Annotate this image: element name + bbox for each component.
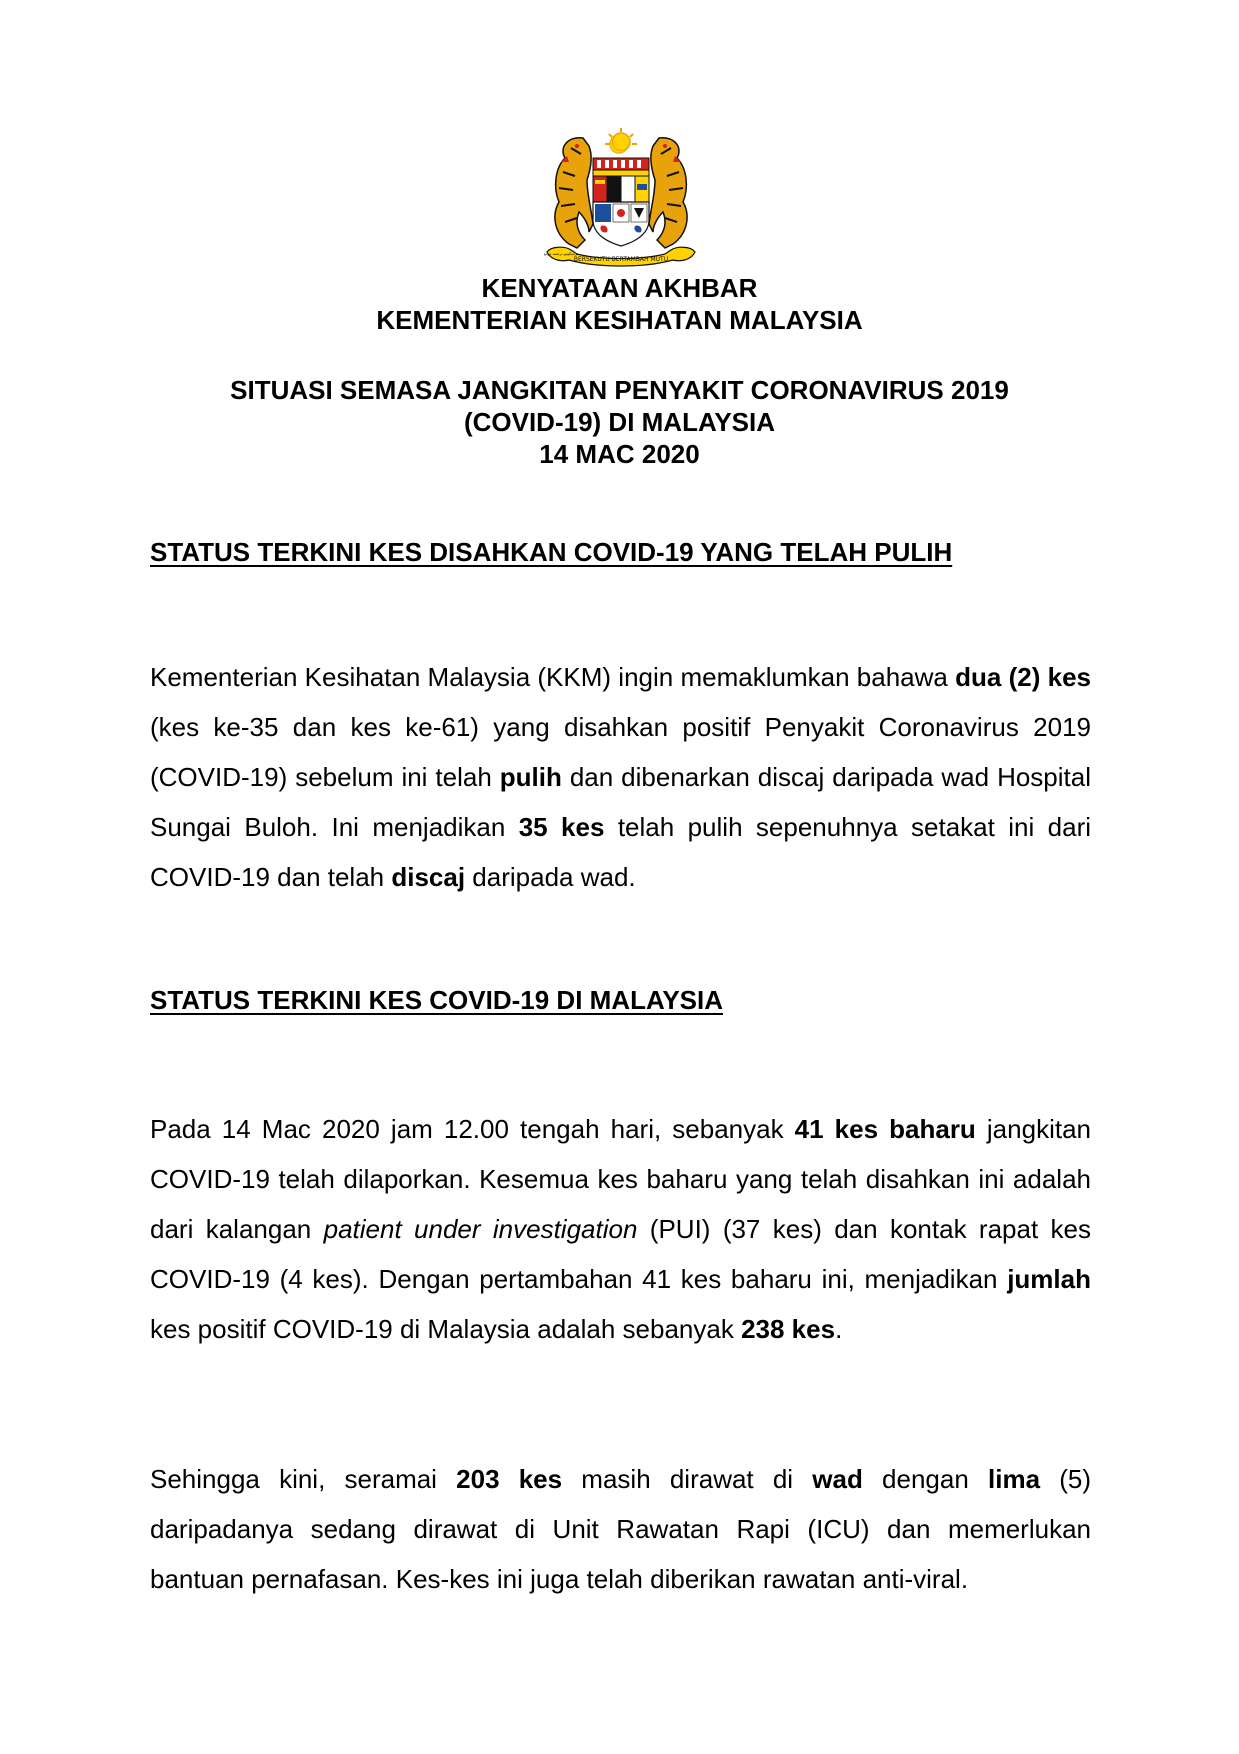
subject-line-1: SITUASI SEMASA JANGKITAN PENYAKIT CORONAVIRUS 2019 bbox=[230, 375, 1009, 405]
section-recovered-paragraph: Kementerian Kesihatan Malaysia (KKM) ingin memaklumkan bahawa dua (2) kes (kes ke-35 dan kes ke-61) yang disahkan positif Penyakit Coronavirus 2019 (COVID-19) sebelum ini telah pulih dan dibenarkan discaj daripada wad Hospital Sungai Buloh. Ini menjadikan 35 kes telah pulih sepenuhnya setakat ini dari COVID-19 dan telah discaj daripada wad. bbox=[150, 662, 1092, 892]
section-status-paragraph-2: Sehingga kini, seramai 203 kes masih dirawat di wad dengan lima (5) daripadanya sedang dirawat di Unit Rawatan Rapi (ICU) dan memerlukan bantuan pernafasan. Kes-kes ini juga telah diberikan rawatan anti-viral. bbox=[150, 1464, 1091, 1594]
crest-shield bbox=[593, 158, 649, 246]
press-release-header bbox=[0, 272, 1239, 336]
crest-star bbox=[605, 128, 637, 153]
subject-date: 14 MAC 2020 bbox=[539, 439, 700, 469]
right-tiger-emblem bbox=[649, 138, 687, 248]
crest-motto-text: BERSEKUTU BERTAMBAH MUTU bbox=[573, 256, 669, 263]
crest-motto-jawi: برسکوتو برتمبه موتو bbox=[543, 251, 579, 256]
header-ministry: KEMENTERIAN KESIHATAN MALAYSIA bbox=[376, 305, 863, 335]
section-recovered-title: STATUS TERKINI KES DISAHKAN COVID-19 YANG TELAH PULIH bbox=[150, 537, 953, 567]
left-tiger-emblem bbox=[555, 138, 593, 248]
coat-of-arms-logo bbox=[531, 128, 711, 278]
header-title: KENYATAAN AKHBAR bbox=[481, 273, 758, 303]
press-release-subject bbox=[0, 374, 1239, 470]
subject-line-2: (COVID-19) DI MALAYSIA bbox=[463, 407, 776, 437]
crest-motto-scroll bbox=[543, 247, 695, 266]
section-status-paragraph-1: Pada 14 Mac 2020 jam 12.00 tengah hari, sebanyak 41 kes baharu jangkitan COVID-19 telah dilaporkan. Kesemua kes baharu yang telah disahkan ini adalah dari kalangan patient under investigation (PUI) (37 kes) dan kontak rapat kes COVID-19 (4 kes). Dengan pertambahan 41 kes baharu ini, menjadikan jumlah kes positif COVID-19 di Malaysia adalah sebanyak 238 kes. bbox=[150, 1114, 1092, 1344]
section-status-title: STATUS TERKINI KES COVID-19 DI MALAYSIA bbox=[150, 985, 724, 1015]
